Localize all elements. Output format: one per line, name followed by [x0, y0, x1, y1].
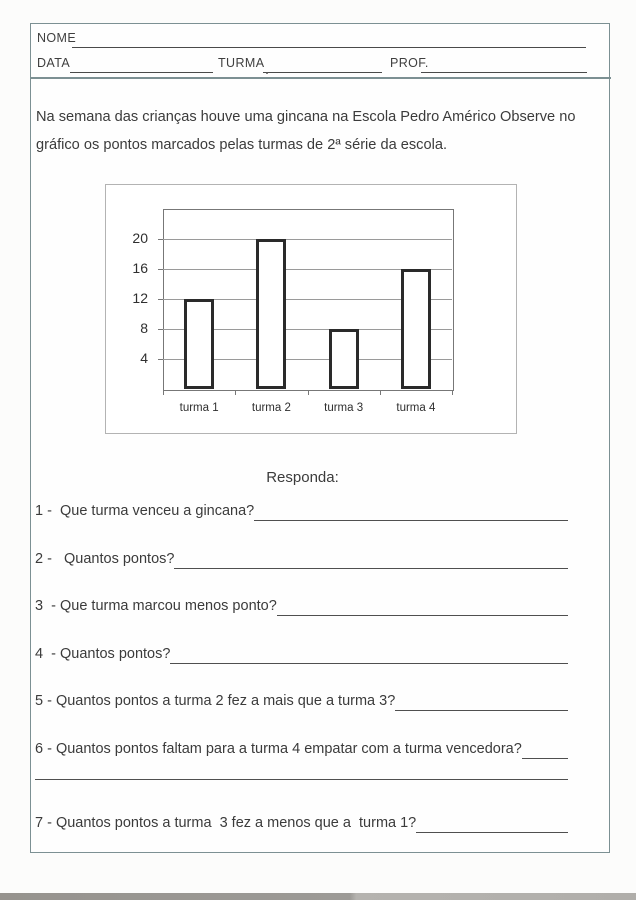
chart-plot-area	[163, 209, 454, 391]
question-6-text: 6 - Quantos pontos faltam para a turma 4 empatar com a turma vencedora?	[35, 741, 522, 757]
teacher-blank-line	[421, 72, 587, 73]
question-row-3	[35, 596, 568, 616]
question-6-continuation-line	[35, 779, 568, 780]
question-4-blank-line	[170, 660, 568, 664]
class-label: TURMA	[218, 56, 265, 70]
class-blank-line	[263, 72, 382, 73]
question-5-blank-line	[395, 707, 568, 711]
teacher-label: PROF.	[390, 56, 429, 70]
question-row-6	[35, 739, 568, 759]
x-axis-label: turma 3	[324, 402, 364, 414]
scan-edge-strip	[0, 893, 636, 900]
question-row-7	[35, 813, 568, 833]
intro-paragraph: Na semana das crianças houve uma gincana na Escola Pedro Américo Observe no gráfico os pontos marcados pelas turmas de 2ª série da escola.	[36, 109, 576, 153]
question-7-text: 7 - Quantos pontos a turma 3 fez a menos que a turma 1?	[35, 815, 417, 831]
date-label: DATA	[37, 56, 71, 70]
question-6-blank-line	[522, 755, 568, 759]
y-axis-label: 12	[132, 290, 148, 306]
question-1-blank-line	[254, 517, 568, 521]
question-1-text: 1 - Que turma venceu a gincana?	[35, 503, 255, 519]
y-axis-label: 20	[132, 230, 148, 246]
y-axis-label: 8	[140, 320, 148, 336]
question-4-text: 4 - Quantos pontos?	[35, 646, 171, 662]
question-row-2	[35, 549, 568, 569]
x-axis-label: turma 2	[251, 402, 291, 414]
question-5-text: 5 - Quantos pontos a turma 2 fez a mais que a turma 3?	[35, 693, 396, 709]
header-divider	[30, 77, 611, 79]
question-2-text: 2 - Quantos pontos?	[35, 551, 175, 567]
questions-heading: Responda:	[266, 469, 339, 486]
scan-speck	[266, 72, 268, 74]
question-3-blank-line	[277, 612, 568, 616]
name-blank-line	[72, 47, 586, 48]
question-row-1	[35, 501, 568, 521]
y-axis-label: 4	[140, 350, 148, 366]
question-row-4	[35, 644, 568, 664]
question-row-5	[35, 691, 568, 711]
x-axis-label: turma 1	[179, 402, 219, 414]
question-7-blank-line	[416, 829, 568, 833]
x-axis-label: turma 4	[396, 402, 436, 414]
question-3-text: 3 - Que turma marcou menos ponto?	[35, 598, 277, 614]
name-label: NOME	[37, 31, 77, 45]
date-blank-line	[70, 72, 213, 73]
question-2-blank-line	[174, 565, 568, 569]
y-axis-label: 16	[132, 260, 148, 276]
